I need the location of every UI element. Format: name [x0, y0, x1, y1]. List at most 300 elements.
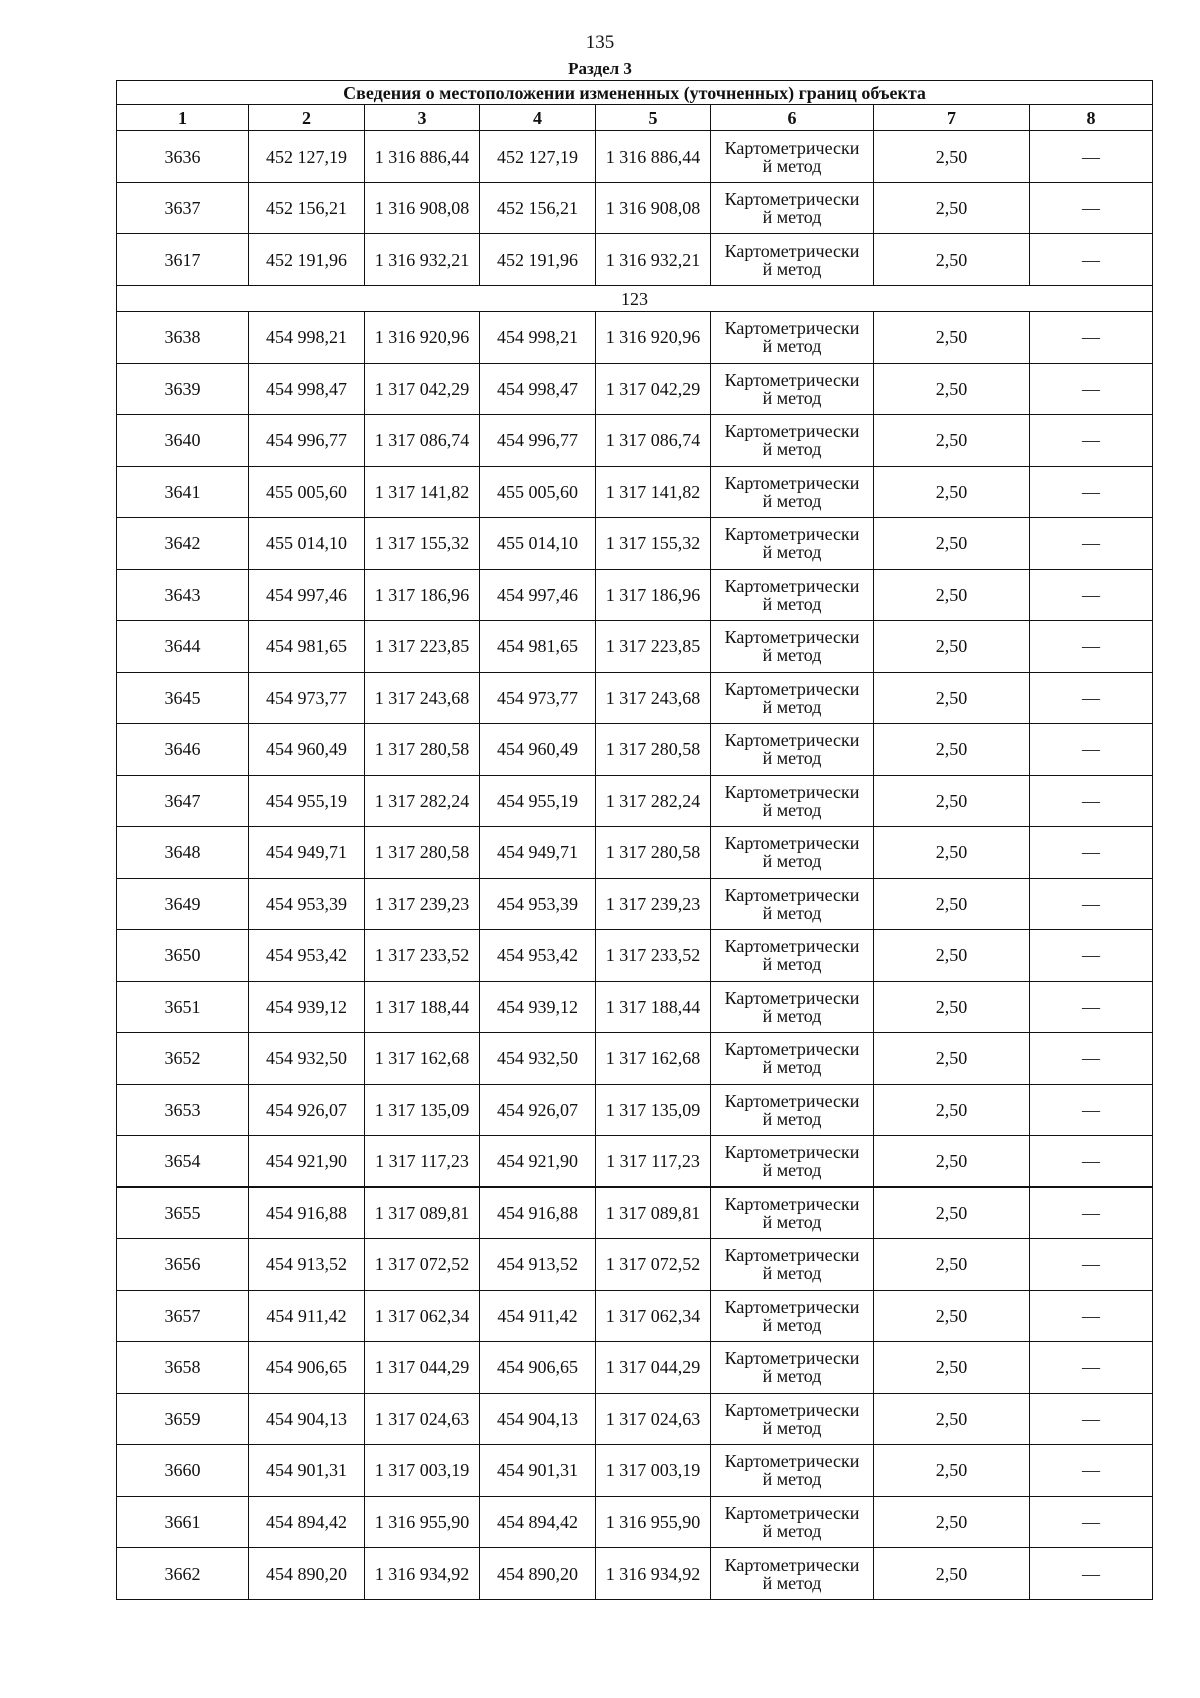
method-line: Картометрически [724, 472, 860, 493]
y-new-coordinate: 1 317 135,09 [596, 1084, 711, 1136]
caption-row [117, 81, 1153, 105]
y-coordinate: 1 316 908,08 [365, 182, 480, 234]
method-cell [711, 672, 874, 724]
accuracy-cell: 2,50 [874, 1445, 1030, 1497]
x-new-coordinate: 454 906,65 [480, 1342, 596, 1394]
y-new-coordinate: 1 317 282,24 [596, 775, 711, 827]
y-new-coordinate: 1 317 072,52 [596, 1239, 711, 1291]
point-number: 3649 [117, 878, 249, 930]
method-line: Картометрически [724, 1039, 860, 1060]
y-new-coordinate: 1 317 155,32 [596, 518, 711, 570]
column-number: 3 [365, 105, 480, 131]
method-cell [711, 131, 874, 183]
x-new-coordinate: 454 894,42 [480, 1496, 596, 1548]
method-cell [711, 569, 874, 621]
accuracy-cell: 2,50 [874, 182, 1030, 234]
dash-cell: — [1030, 182, 1153, 234]
method-cell [711, 1187, 874, 1239]
column-number: 2 [249, 105, 365, 131]
method-cell [711, 1342, 874, 1394]
y-new-coordinate: 1 317 233,52 [596, 930, 711, 982]
method-cell [711, 518, 874, 570]
column-number-row [117, 105, 1153, 131]
table-row [117, 1342, 1153, 1394]
point-number: 3650 [117, 930, 249, 982]
method-line: Картометрически [724, 1348, 860, 1369]
x-new-coordinate: 454 890,20 [480, 1548, 596, 1600]
method-line: й метод [762, 1160, 822, 1181]
point-number: 3659 [117, 1393, 249, 1445]
method-line: й метод [762, 542, 822, 563]
x-coordinate: 454 960,49 [249, 724, 365, 776]
accuracy-cell: 2,50 [874, 1393, 1030, 1445]
table-row [117, 415, 1153, 467]
y-new-coordinate: 1 317 024,63 [596, 1393, 711, 1445]
method-line: й метод [762, 258, 822, 279]
point-number: 3652 [117, 1033, 249, 1085]
table-row [117, 234, 1153, 286]
y-coordinate: 1 317 062,34 [365, 1290, 480, 1342]
y-coordinate: 1 316 934,92 [365, 1548, 480, 1600]
y-coordinate: 1 316 955,90 [365, 1496, 480, 1548]
dash-cell: — [1030, 1033, 1153, 1085]
method-line: Картометрически [724, 575, 860, 596]
method-line: Картометрически [724, 524, 860, 545]
y-coordinate: 1 317 233,52 [365, 930, 480, 982]
method-line: Картометрически [724, 421, 860, 442]
method-line: й метод [762, 1520, 822, 1541]
x-new-coordinate: 454 973,77 [480, 672, 596, 724]
x-coordinate: 454 901,31 [249, 1445, 365, 1497]
method-cell [711, 621, 874, 673]
column-number: 5 [596, 105, 711, 131]
x-new-coordinate: 454 901,31 [480, 1445, 596, 1497]
dash-cell: — [1030, 1342, 1153, 1394]
x-new-coordinate: 454 998,47 [480, 363, 596, 415]
y-coordinate: 1 317 141,82 [365, 466, 480, 518]
method-line: й метод [762, 1366, 822, 1387]
method-line: й метод [762, 155, 822, 176]
x-coordinate: 454 949,71 [249, 827, 365, 879]
table-row [117, 131, 1153, 183]
accuracy-cell: 2,50 [874, 827, 1030, 879]
method-cell [711, 981, 874, 1033]
section-title: Раздел 3 [568, 59, 632, 78]
method-cell [711, 930, 874, 982]
method-cell [711, 1290, 874, 1342]
dash-cell: — [1030, 1445, 1153, 1497]
method-line: Картометрически [724, 1451, 860, 1472]
accuracy-cell: 2,50 [874, 1033, 1030, 1085]
y-coordinate: 1 317 042,29 [365, 363, 480, 415]
x-coordinate: 454 911,42 [249, 1290, 365, 1342]
accuracy-cell: 2,50 [874, 312, 1030, 364]
accuracy-cell: 2,50 [874, 1084, 1030, 1136]
y-coordinate: 1 317 223,85 [365, 621, 480, 673]
table-row [117, 518, 1153, 570]
x-new-coordinate: 455 014,10 [480, 518, 596, 570]
y-coordinate: 1 317 162,68 [365, 1033, 480, 1085]
method-line: й метод [762, 1469, 822, 1490]
x-coordinate: 454 894,42 [249, 1496, 365, 1548]
accuracy-cell: 2,50 [874, 621, 1030, 673]
accuracy-cell: 2,50 [874, 775, 1030, 827]
point-number: 3640 [117, 415, 249, 467]
method-line: Картометрически [724, 987, 860, 1008]
method-line: й метод [762, 1005, 822, 1026]
table-row [117, 827, 1153, 879]
table-row [117, 1445, 1153, 1497]
x-coordinate: 452 156,21 [249, 182, 365, 234]
y-coordinate: 1 317 186,96 [365, 569, 480, 621]
y-coordinate: 1 317 024,63 [365, 1393, 480, 1445]
method-line: й метод [762, 490, 822, 511]
method-line: Картометрически [724, 936, 860, 957]
accuracy-cell: 2,50 [874, 1342, 1030, 1394]
method-line: Картометрически [724, 833, 860, 854]
point-number: 3658 [117, 1342, 249, 1394]
table-body [117, 81, 1153, 1600]
accuracy-cell: 2,50 [874, 1290, 1030, 1342]
method-line: Картометрически [724, 137, 860, 158]
y-new-coordinate: 1 317 117,23 [596, 1136, 711, 1188]
y-new-coordinate: 1 317 044,29 [596, 1342, 711, 1394]
method-line: й метод [762, 799, 822, 820]
table-row [117, 1548, 1153, 1600]
method-cell [711, 415, 874, 467]
x-coordinate: 454 998,47 [249, 363, 365, 415]
y-new-coordinate: 1 317 162,68 [596, 1033, 711, 1085]
x-new-coordinate: 454 955,19 [480, 775, 596, 827]
point-number: 3648 [117, 827, 249, 879]
x-coordinate: 455 014,10 [249, 518, 365, 570]
point-number: 3646 [117, 724, 249, 776]
y-coordinate: 1 317 044,29 [365, 1342, 480, 1394]
y-new-coordinate: 1 317 223,85 [596, 621, 711, 673]
y-new-coordinate: 1 317 280,58 [596, 724, 711, 776]
dash-cell: — [1030, 312, 1153, 364]
point-number: 3642 [117, 518, 249, 570]
table-row [117, 621, 1153, 673]
method-line: й метод [762, 336, 822, 357]
method-line: Картометрически [724, 1554, 860, 1575]
method-line: Картометрически [724, 1399, 860, 1420]
method-cell [711, 827, 874, 879]
x-coordinate: 454 939,12 [249, 981, 365, 1033]
accuracy-cell: 2,50 [874, 569, 1030, 621]
x-coordinate: 454 955,19 [249, 775, 365, 827]
accuracy-cell: 2,50 [874, 672, 1030, 724]
point-number: 3644 [117, 621, 249, 673]
x-new-coordinate: 454 904,13 [480, 1393, 596, 1445]
group-label: 123 [117, 285, 1153, 311]
column-number: 1 [117, 105, 249, 131]
x-coordinate: 454 916,88 [249, 1187, 365, 1239]
method-line: Картометрически [724, 1296, 860, 1317]
dash-cell: — [1030, 466, 1153, 518]
y-new-coordinate: 1 317 062,34 [596, 1290, 711, 1342]
method-cell [711, 312, 874, 364]
accuracy-cell: 2,50 [874, 1548, 1030, 1600]
x-new-coordinate: 454 949,71 [480, 827, 596, 879]
method-line: й метод [762, 696, 822, 717]
method-line: й метод [762, 439, 822, 460]
y-coordinate: 1 317 072,52 [365, 1239, 480, 1291]
accuracy-cell: 2,50 [874, 878, 1030, 930]
y-new-coordinate: 1 316 908,08 [596, 182, 711, 234]
method-line: й метод [762, 1108, 822, 1129]
column-number: 6 [711, 105, 874, 131]
table-row [117, 1290, 1153, 1342]
method-line: й метод [762, 593, 822, 614]
x-coordinate: 454 904,13 [249, 1393, 365, 1445]
point-number: 3617 [117, 234, 249, 286]
y-new-coordinate: 1 316 886,44 [596, 131, 711, 183]
y-new-coordinate: 1 316 934,92 [596, 1548, 711, 1600]
point-number: 3639 [117, 363, 249, 415]
point-number: 3643 [117, 569, 249, 621]
dash-cell: — [1030, 1548, 1153, 1600]
dash-cell: — [1030, 672, 1153, 724]
x-new-coordinate: 452 127,19 [480, 131, 596, 183]
dash-cell: — [1030, 1084, 1153, 1136]
y-coordinate: 1 317 086,74 [365, 415, 480, 467]
table-row [117, 363, 1153, 415]
x-coordinate: 454 998,21 [249, 312, 365, 364]
x-new-coordinate: 454 997,46 [480, 569, 596, 621]
x-coordinate: 454 932,50 [249, 1033, 365, 1085]
point-number: 3660 [117, 1445, 249, 1497]
y-new-coordinate: 1 317 280,58 [596, 827, 711, 879]
x-new-coordinate: 454 960,49 [480, 724, 596, 776]
y-coordinate: 1 316 932,21 [365, 234, 480, 286]
y-coordinate: 1 317 155,32 [365, 518, 480, 570]
table-row [117, 672, 1153, 724]
boundary-table [116, 80, 1153, 1600]
table-row [117, 1033, 1153, 1085]
y-new-coordinate: 1 317 186,96 [596, 569, 711, 621]
dash-cell: — [1030, 930, 1153, 982]
y-coordinate: 1 317 003,19 [365, 1445, 480, 1497]
accuracy-cell: 2,50 [874, 1136, 1030, 1188]
accuracy-cell: 2,50 [874, 1496, 1030, 1548]
table-row [117, 724, 1153, 776]
x-coordinate: 454 913,52 [249, 1239, 365, 1291]
dash-cell: — [1030, 363, 1153, 415]
dash-cell: — [1030, 1496, 1153, 1548]
point-number: 3654 [117, 1136, 249, 1188]
x-new-coordinate: 454 953,39 [480, 878, 596, 930]
x-new-coordinate: 454 921,90 [480, 1136, 596, 1188]
x-coordinate: 454 953,42 [249, 930, 365, 982]
y-new-coordinate: 1 317 003,19 [596, 1445, 711, 1497]
method-line: й метод [762, 1314, 822, 1335]
table-caption: Сведения о местоположении измененных (уточненных) границ объекта [117, 81, 1153, 105]
x-coordinate: 454 890,20 [249, 1548, 365, 1600]
x-coordinate: 454 926,07 [249, 1084, 365, 1136]
method-line: й метод [762, 1212, 822, 1233]
method-cell [711, 363, 874, 415]
dash-cell: — [1030, 981, 1153, 1033]
dash-cell: — [1030, 1239, 1153, 1291]
method-cell [711, 1393, 874, 1445]
x-new-coordinate: 454 998,21 [480, 312, 596, 364]
y-new-coordinate: 1 317 188,44 [596, 981, 711, 1033]
method-cell [711, 182, 874, 234]
point-number: 3647 [117, 775, 249, 827]
method-cell [711, 234, 874, 286]
method-line: й метод [762, 1417, 822, 1438]
x-coordinate: 454 997,46 [249, 569, 365, 621]
y-new-coordinate: 1 317 141,82 [596, 466, 711, 518]
x-coordinate: 452 127,19 [249, 131, 365, 183]
method-line: Картометрически [724, 1245, 860, 1266]
x-new-coordinate: 455 005,60 [480, 466, 596, 518]
point-number: 3656 [117, 1239, 249, 1291]
y-coordinate: 1 316 886,44 [365, 131, 480, 183]
table-row [117, 981, 1153, 1033]
x-coordinate: 454 953,39 [249, 878, 365, 930]
table-row [117, 466, 1153, 518]
accuracy-cell: 2,50 [874, 1187, 1030, 1239]
dash-cell: — [1030, 518, 1153, 570]
table-row [117, 1187, 1153, 1239]
accuracy-cell: 2,50 [874, 981, 1030, 1033]
method-cell [711, 1084, 874, 1136]
point-number: 3662 [117, 1548, 249, 1600]
y-coordinate: 1 317 282,24 [365, 775, 480, 827]
y-new-coordinate: 1 317 042,29 [596, 363, 711, 415]
x-coordinate: 455 005,60 [249, 466, 365, 518]
point-number: 3636 [117, 131, 249, 183]
method-cell [711, 1033, 874, 1085]
method-line: Картометрически [724, 1090, 860, 1111]
table-row [117, 930, 1153, 982]
x-coordinate: 454 981,65 [249, 621, 365, 673]
method-line: й метод [762, 748, 822, 769]
method-line: Картометрически [724, 884, 860, 905]
accuracy-cell: 2,50 [874, 1239, 1030, 1291]
accuracy-cell: 2,50 [874, 234, 1030, 286]
y-coordinate: 1 316 920,96 [365, 312, 480, 364]
method-line: Картометрически [724, 318, 860, 339]
column-number: 4 [480, 105, 596, 131]
method-line: Картометрически [724, 369, 860, 390]
column-number: 8 [1030, 105, 1153, 131]
x-new-coordinate: 454 996,77 [480, 415, 596, 467]
method-line: й метод [762, 1263, 822, 1284]
table-row [117, 878, 1153, 930]
point-number: 3655 [117, 1187, 249, 1239]
method-cell [711, 1239, 874, 1291]
method-cell [711, 878, 874, 930]
point-number: 3637 [117, 182, 249, 234]
x-new-coordinate: 454 932,50 [480, 1033, 596, 1085]
y-coordinate: 1 317 280,58 [365, 827, 480, 879]
dash-cell: — [1030, 827, 1153, 879]
table-row [117, 1084, 1153, 1136]
method-line: Картометрически [724, 730, 860, 751]
accuracy-cell: 2,50 [874, 415, 1030, 467]
method-line: й метод [762, 207, 822, 228]
method-line: Картометрически [724, 627, 860, 648]
point-number: 3653 [117, 1084, 249, 1136]
point-number: 3641 [117, 466, 249, 518]
y-coordinate: 1 317 117,23 [365, 1136, 480, 1188]
dash-cell: — [1030, 569, 1153, 621]
method-line: Картометрически [724, 189, 860, 210]
x-new-coordinate: 454 913,52 [480, 1239, 596, 1291]
method-line: Картометрически [724, 1194, 860, 1215]
table-row [117, 569, 1153, 621]
point-number: 3657 [117, 1290, 249, 1342]
accuracy-cell: 2,50 [874, 930, 1030, 982]
method-line: Картометрически [724, 240, 860, 261]
x-new-coordinate: 454 911,42 [480, 1290, 596, 1342]
accuracy-cell: 2,50 [874, 466, 1030, 518]
dash-cell: — [1030, 621, 1153, 673]
dash-cell: — [1030, 1187, 1153, 1239]
x-coordinate: 452 191,96 [249, 234, 365, 286]
dash-cell: — [1030, 131, 1153, 183]
x-new-coordinate: 454 926,07 [480, 1084, 596, 1136]
dash-cell: — [1030, 724, 1153, 776]
method-line: Картометрически [724, 781, 860, 802]
point-number: 3661 [117, 1496, 249, 1548]
dash-cell: — [1030, 1393, 1153, 1445]
x-new-coordinate: 452 191,96 [480, 234, 596, 286]
dash-cell: — [1030, 1136, 1153, 1188]
accuracy-cell: 2,50 [874, 363, 1030, 415]
y-coordinate: 1 317 089,81 [365, 1187, 480, 1239]
x-new-coordinate: 454 916,88 [480, 1187, 596, 1239]
y-new-coordinate: 1 317 243,68 [596, 672, 711, 724]
y-coordinate: 1 317 188,44 [365, 981, 480, 1033]
group-row [117, 285, 1153, 311]
x-coordinate: 454 906,65 [249, 1342, 365, 1394]
method-line: й метод [762, 1572, 822, 1593]
method-cell [711, 1496, 874, 1548]
method-line: й метод [762, 851, 822, 872]
method-cell [711, 1136, 874, 1188]
table-row [117, 1136, 1153, 1188]
point-number: 3645 [117, 672, 249, 724]
method-cell [711, 724, 874, 776]
method-line: Картометрически [724, 678, 860, 699]
y-new-coordinate: 1 316 955,90 [596, 1496, 711, 1548]
method-line: й метод [762, 902, 822, 923]
dash-cell: — [1030, 878, 1153, 930]
accuracy-cell: 2,50 [874, 131, 1030, 183]
y-coordinate: 1 317 135,09 [365, 1084, 480, 1136]
y-new-coordinate: 1 317 086,74 [596, 415, 711, 467]
method-line: Картометрически [724, 1142, 860, 1163]
y-coordinate: 1 317 280,58 [365, 724, 480, 776]
x-coordinate: 454 921,90 [249, 1136, 365, 1188]
method-line: й метод [762, 1057, 822, 1078]
x-coordinate: 454 996,77 [249, 415, 365, 467]
x-new-coordinate: 454 981,65 [480, 621, 596, 673]
dash-cell: — [1030, 234, 1153, 286]
method-cell [711, 466, 874, 518]
x-new-coordinate: 454 939,12 [480, 981, 596, 1033]
y-new-coordinate: 1 316 932,21 [596, 234, 711, 286]
y-coordinate: 1 317 243,68 [365, 672, 480, 724]
page-number: 135 [585, 32, 615, 53]
y-new-coordinate: 1 316 920,96 [596, 312, 711, 364]
column-number: 7 [874, 105, 1030, 131]
method-line: й метод [762, 954, 822, 975]
